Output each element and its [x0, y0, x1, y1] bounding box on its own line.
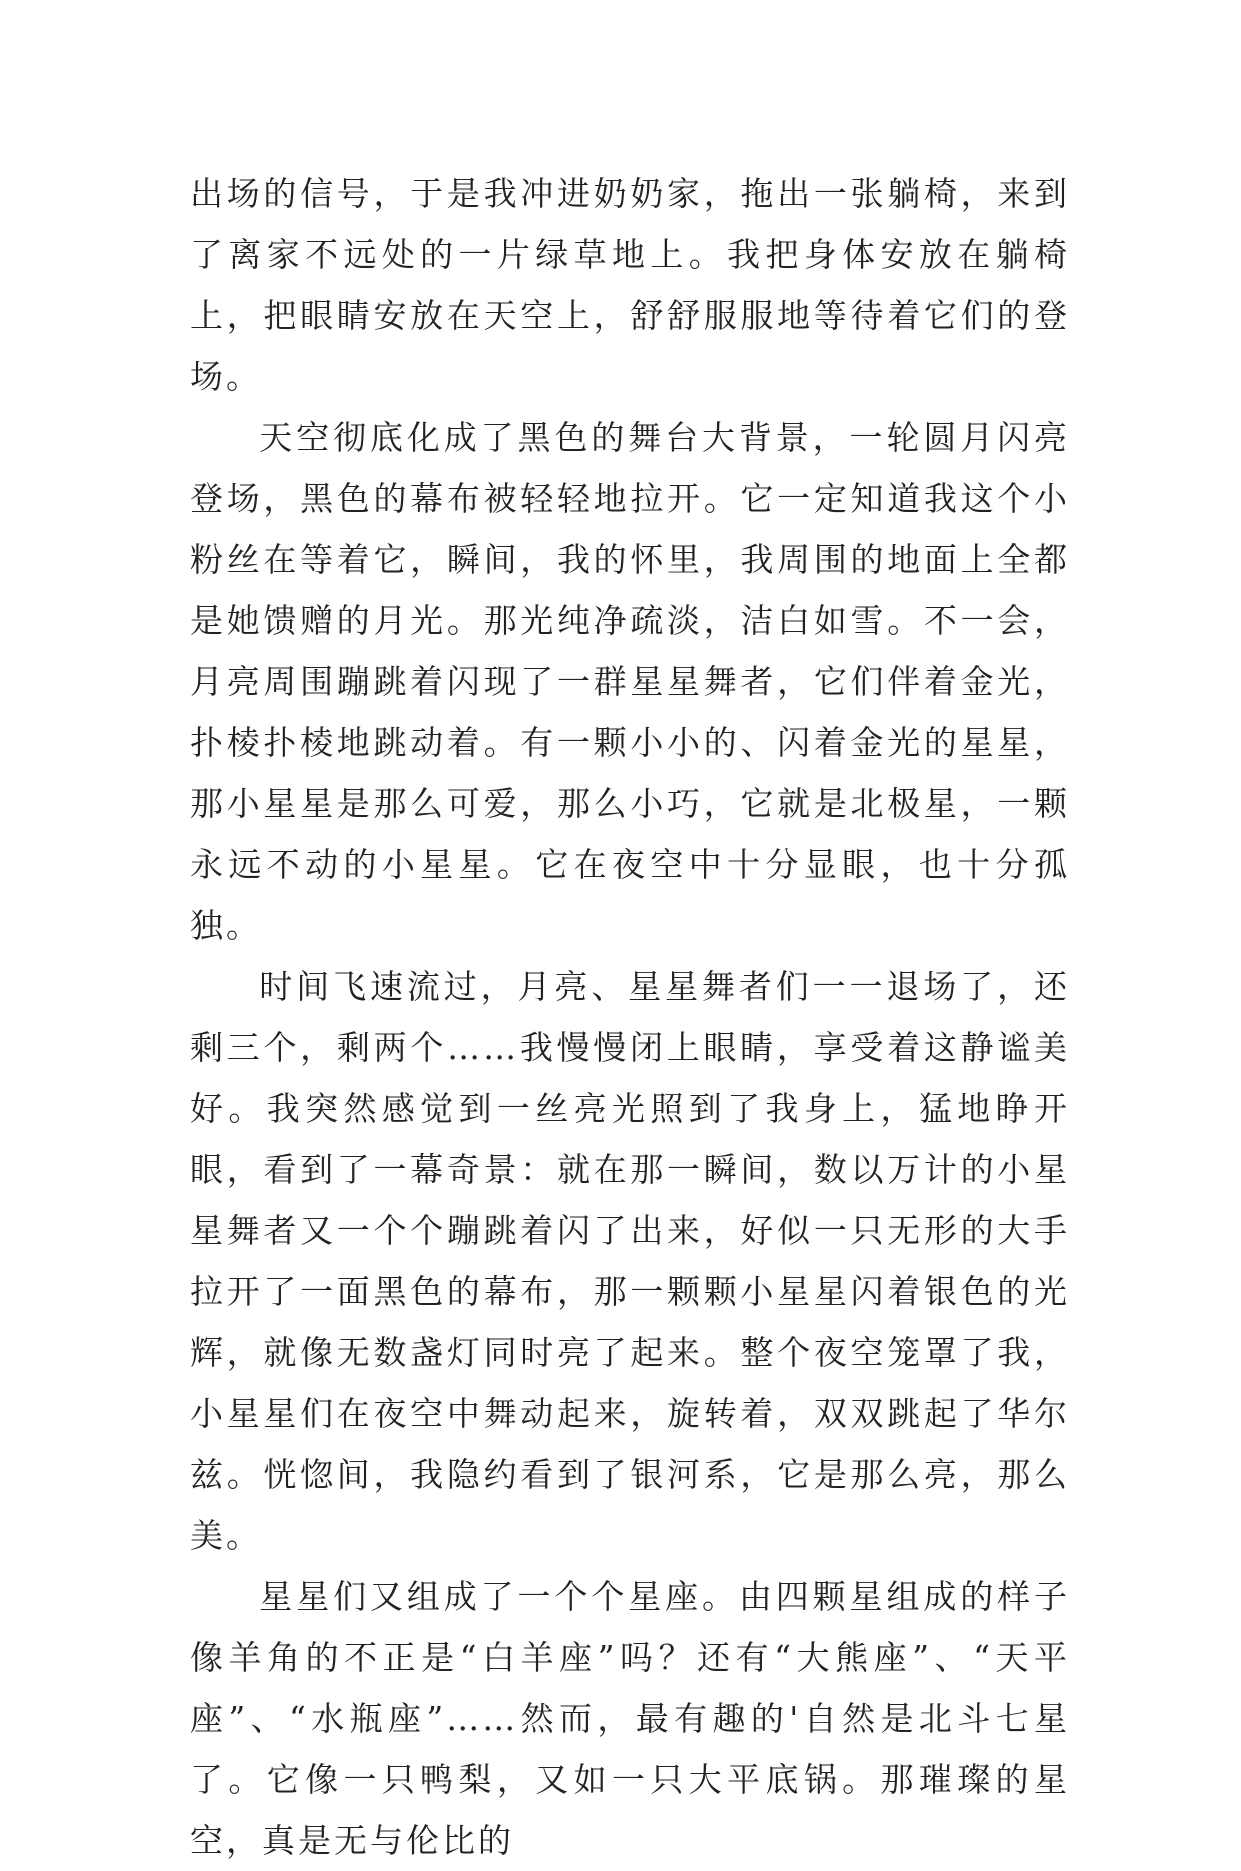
- paragraph-3: 时间飞速流过，月亮、星星舞者们一一退场了，还剩三个，剩两个……我慢慢闭上眼睛，享受着这静谧美好。我突然感觉到一丝亮光照到了我身上，猛地睁开眼，看到了一幕奇景：就在那一瞬间，数以万计的小星星舞者又一个个蹦跳着闪了出来，好似一只无形的大手拉开了一面黑色的幕布，那一颗颗小星星闪着银色的光辉，就像无数盏灯同时亮了起来。整个夜空笼罩了我，小星星们在夜空中舞动起来，旋转着，双双跳起了华尔兹。恍惚间，我隐约看到了银河系，它是那么亮，那么美。: [190, 967, 1070, 1555]
- paragraph-4: 星星们又组成了一个个星座。由四颗星组成的样子像羊角的不正是“白羊座”吗？还有“大熊座”、“天平座”、“水瓶座”……然而，最有趣的'自然是北斗七星了。它像一只鸭梨，又如一只大平底锅。那璀璨的星空，真是无与伦比的: [190, 1577, 1070, 1860]
- paragraph-2: 天空彻底化成了黑色的舞台大背景，一轮圆月闪亮登场，黑色的幕布被轻轻地拉开。它一定知道我这个小粉丝在等着它，瞬间，我的怀里，我周围的地面上全都是她馈赠的月光。那光纯净疏淡，洁白如雪。不一会，月亮周围蹦跳着闪现了一群星星舞者，它们伴着金光，扑棱扑棱地跳动着。有一颗小小的、闪着金光的星星，那小星星是那么可爱，那么小巧，它就是北极星，一颗永远不动的小星星。它在夜空中十分显眼，也十分孤独。: [190, 418, 1070, 945]
- body-text: [190, 163, 1070, 1871]
- paragraph-1: 出场的信号，于是我冲进奶奶家，拖出一张躺椅，来到了离家不远处的一片绿草地上。我把身体安放在躺椅上，把眼睛安放在天空上，舒舒服服地等待着它们的登场。: [190, 174, 1070, 396]
